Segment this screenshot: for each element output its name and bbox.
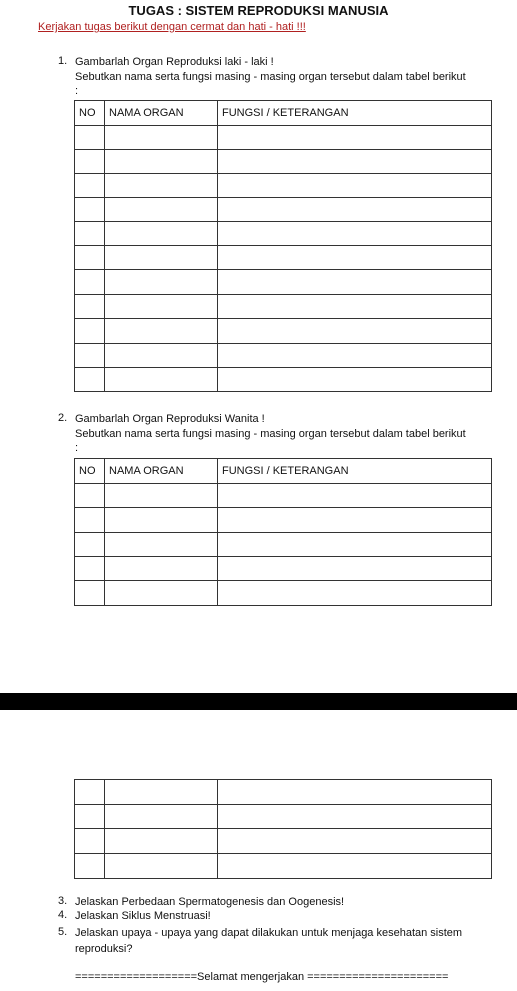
cell-fungsi[interactable] bbox=[218, 126, 492, 150]
cell-no[interactable] bbox=[75, 246, 105, 270]
header-no: NO bbox=[75, 459, 105, 484]
question-3-number: 3. bbox=[58, 895, 68, 907]
cell-fungsi[interactable] bbox=[218, 222, 492, 246]
cell-no[interactable] bbox=[75, 780, 105, 805]
table-row bbox=[75, 222, 492, 246]
cell-no[interactable] bbox=[75, 222, 105, 246]
cell-no[interactable] bbox=[75, 805, 105, 829]
cell-fungsi[interactable] bbox=[218, 270, 492, 295]
header-nama-organ: NAMA ORGAN bbox=[105, 459, 218, 484]
cell-fungsi[interactable] bbox=[218, 854, 492, 879]
header-nama-organ: NAMA ORGAN bbox=[105, 101, 218, 126]
cell-nama-organ[interactable] bbox=[105, 581, 218, 606]
cell-nama-organ[interactable] bbox=[105, 508, 218, 533]
cell-no[interactable] bbox=[75, 126, 105, 150]
question-4-text: Jelaskan Siklus Menstruasi! bbox=[75, 910, 211, 922]
question-3-text: Jelaskan Perbedaan Spermatogenesis dan Oogenesis! bbox=[75, 896, 345, 908]
cell-no[interactable] bbox=[75, 319, 105, 344]
cell-no[interactable] bbox=[75, 368, 105, 392]
header-fungsi: FUNGSI / KETERANGAN bbox=[218, 101, 492, 126]
cell-fungsi[interactable] bbox=[218, 198, 492, 222]
cell-nama-organ[interactable] bbox=[105, 533, 218, 557]
table-header-row bbox=[75, 101, 492, 126]
footer-text: ===================Selamat mengerjakan ====================== bbox=[75, 971, 449, 983]
question-1-line-2: Sebutkan nama serta fungsi masing - masing organ tersebut dalam tabel berikut bbox=[75, 71, 466, 83]
header-fungsi: FUNGSI / KETERANGAN bbox=[218, 459, 492, 484]
table-row bbox=[75, 295, 492, 319]
cell-fungsi[interactable] bbox=[218, 295, 492, 319]
question-1-line-1: Gambarlah Organ Reproduksi laki - laki ! bbox=[75, 56, 274, 68]
question-5-number: 5. bbox=[58, 926, 68, 938]
table-row bbox=[75, 319, 492, 344]
table-row bbox=[75, 581, 492, 606]
question-1-number: 1. bbox=[58, 55, 68, 67]
cell-nama-organ[interactable] bbox=[105, 270, 218, 295]
cell-nama-organ[interactable] bbox=[105, 174, 218, 198]
cell-fungsi[interactable] bbox=[218, 150, 492, 174]
cell-no[interactable] bbox=[75, 533, 105, 557]
cell-fungsi[interactable] bbox=[218, 174, 492, 198]
cell-nama-organ[interactable] bbox=[105, 319, 218, 344]
question-5-line-1: Jelaskan upaya - upaya yang dapat dilakukan untuk menjaga kesehatan sistem bbox=[75, 927, 463, 939]
cell-nama-organ[interactable] bbox=[105, 557, 218, 581]
cell-no[interactable] bbox=[75, 484, 105, 508]
cell-nama-organ[interactable] bbox=[105, 150, 218, 174]
question-1-line-3: : bbox=[75, 85, 79, 97]
cell-no[interactable] bbox=[75, 557, 105, 581]
cell-nama-organ[interactable] bbox=[105, 805, 218, 829]
cell-no[interactable] bbox=[75, 344, 105, 368]
page-title: TUGAS : SISTEM REPRODUKSI MANUSIA bbox=[128, 3, 389, 18]
cell-fungsi[interactable] bbox=[218, 780, 492, 805]
table-female-organs bbox=[74, 458, 492, 606]
instruction-text: Kerjakan tugas berikut dengan cermat dan hati - hati !!! bbox=[38, 21, 306, 33]
cell-no[interactable] bbox=[75, 829, 105, 854]
table-row bbox=[75, 854, 492, 879]
cell-nama-organ[interactable] bbox=[105, 198, 218, 222]
cell-no[interactable] bbox=[75, 198, 105, 222]
table-female-organs-continued bbox=[74, 779, 492, 879]
cell-nama-organ[interactable] bbox=[105, 829, 218, 854]
cell-fungsi[interactable] bbox=[218, 805, 492, 829]
table-row bbox=[75, 780, 492, 805]
cell-nama-organ[interactable] bbox=[105, 780, 218, 805]
table-row bbox=[75, 270, 492, 295]
cell-fungsi[interactable] bbox=[218, 246, 492, 270]
table-row bbox=[75, 484, 492, 508]
cell-fungsi[interactable] bbox=[218, 533, 492, 557]
cell-nama-organ[interactable] bbox=[105, 484, 218, 508]
question-2-line-1: Gambarlah Organ Reproduksi Wanita ! bbox=[75, 413, 265, 425]
table-row bbox=[75, 533, 492, 557]
cell-no[interactable] bbox=[75, 270, 105, 295]
cell-nama-organ[interactable] bbox=[105, 222, 218, 246]
cell-no[interactable] bbox=[75, 174, 105, 198]
header-no: NO bbox=[75, 101, 105, 126]
table-row bbox=[75, 246, 492, 270]
table-row bbox=[75, 368, 492, 392]
table-row bbox=[75, 126, 492, 150]
cell-fungsi[interactable] bbox=[218, 484, 492, 508]
cell-fungsi[interactable] bbox=[218, 557, 492, 581]
cell-fungsi[interactable] bbox=[218, 829, 492, 854]
table-row bbox=[75, 344, 492, 368]
cell-no[interactable] bbox=[75, 581, 105, 606]
cell-fungsi[interactable] bbox=[218, 319, 492, 344]
cell-no[interactable] bbox=[75, 854, 105, 879]
table-male-organs bbox=[74, 100, 492, 392]
table-row bbox=[75, 508, 492, 533]
table-row bbox=[75, 805, 492, 829]
cell-fungsi[interactable] bbox=[218, 581, 492, 606]
cell-no[interactable] bbox=[75, 295, 105, 319]
cell-no[interactable] bbox=[75, 150, 105, 174]
question-2-number: 2. bbox=[58, 412, 68, 424]
cell-no[interactable] bbox=[75, 508, 105, 533]
cell-fungsi[interactable] bbox=[218, 344, 492, 368]
table-row bbox=[75, 150, 492, 174]
table-row bbox=[75, 557, 492, 581]
question-2-line-3: : bbox=[75, 442, 79, 454]
page-break-bar bbox=[0, 693, 517, 710]
table-header-row bbox=[75, 459, 492, 484]
cell-fungsi[interactable] bbox=[218, 368, 492, 392]
cell-nama-organ[interactable] bbox=[105, 344, 218, 368]
table-row bbox=[75, 829, 492, 854]
question-5-line-2: reproduksi? bbox=[75, 943, 133, 955]
cell-nama-organ[interactable] bbox=[105, 246, 218, 270]
cell-nama-organ[interactable] bbox=[105, 295, 218, 319]
cell-nama-organ[interactable] bbox=[105, 126, 218, 150]
cell-nama-organ[interactable] bbox=[105, 854, 218, 879]
table-row bbox=[75, 198, 492, 222]
question-4-number: 4. bbox=[58, 909, 68, 921]
question-2-line-2: Sebutkan nama serta fungsi masing - masing organ tersebut dalam tabel berikut bbox=[75, 428, 466, 440]
cell-fungsi[interactable] bbox=[218, 508, 492, 533]
cell-nama-organ[interactable] bbox=[105, 368, 218, 392]
table-row bbox=[75, 174, 492, 198]
